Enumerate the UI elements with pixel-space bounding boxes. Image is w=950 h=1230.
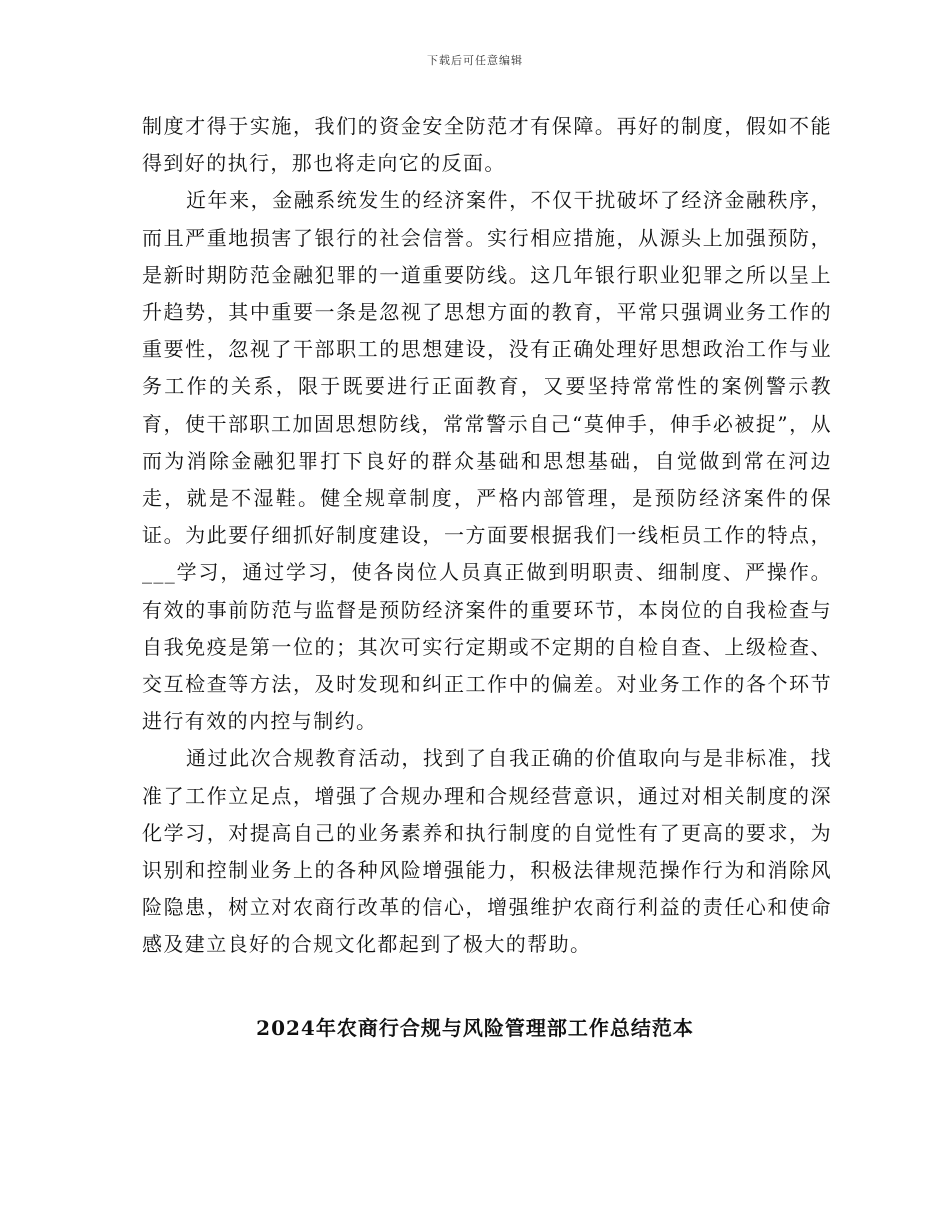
paragraph-continuation: 制度才得于实施，我们的资金安全防范才有保障。再好的制度，假如不能得到好的执行，那也将走向它的反面。 <box>142 114 832 176</box>
paragraph-prevention: 近年来，金融系统发生的经济案件，不仅干扰破坏了经济金融秩序，而且严重地损害了银行的社会信誉。实行相应措施，从源头上加强预防，是新时期防范金融犯罪的一道重要防线。这几年银行职业犯罪之所以呈上升趋势，其中重要一条是忽视了思想方面的教育，平常只强调业务工作的重要性，忽视了干部职工的思想建设，没有正确处理好思想政治工作与业务工作的关系，限于既要进行正面教育，又要坚持常常性的案例警示教育，使干部职工加固思想防线，常常警示自己“莫伸手，伸手必被捉”，从而为消除金融犯罪打下良好的群众基础和思想基础，自觉做到常在河边走，就是不湿鞋。健全规章制度，严格内部管理，是预防经济案件的保证。为此要仔细抓好制度建设，一方面要根据我们一线柜员工作的特点，___学习，通过学习，使各岗位人员真正做到明职责、细制度、严操作。有效的事前防范与监督是预防经济案件的重要环节，本岗位的自我检查与自我免疫是第一位的；其次可实行定期或不定期的自检自查、上级检查、交互检查等方法，及时发现和纠正工作中的偏差。对业务工作的各个环节进行有效的内控与制约。 <box>142 188 832 734</box>
document-title: 2024年农商行合规与风险管理部工作总结范本 <box>256 1016 694 1040</box>
paragraph-conclusion: 通过此次合规教育活动，找到了自我正确的价值取向与是非标准，找准了工作立足点，增强了合规办理和合规经营意识，通过对相关制度的深化学习，对提高自己的业务素养和执行制度的自觉性有了更高的要求，为识别和控制业务上的各种风险增强能力，积极法律规范操作行为和消除风险隐患，树立对农商行改革的信心，增强维护农商行利益的责任心和使命感及建立良好的合规文化都起到了极大的帮助。 <box>142 746 832 957</box>
document-body <box>142 108 832 964</box>
page-header: 下载后可任意编辑 <box>427 54 523 67</box>
